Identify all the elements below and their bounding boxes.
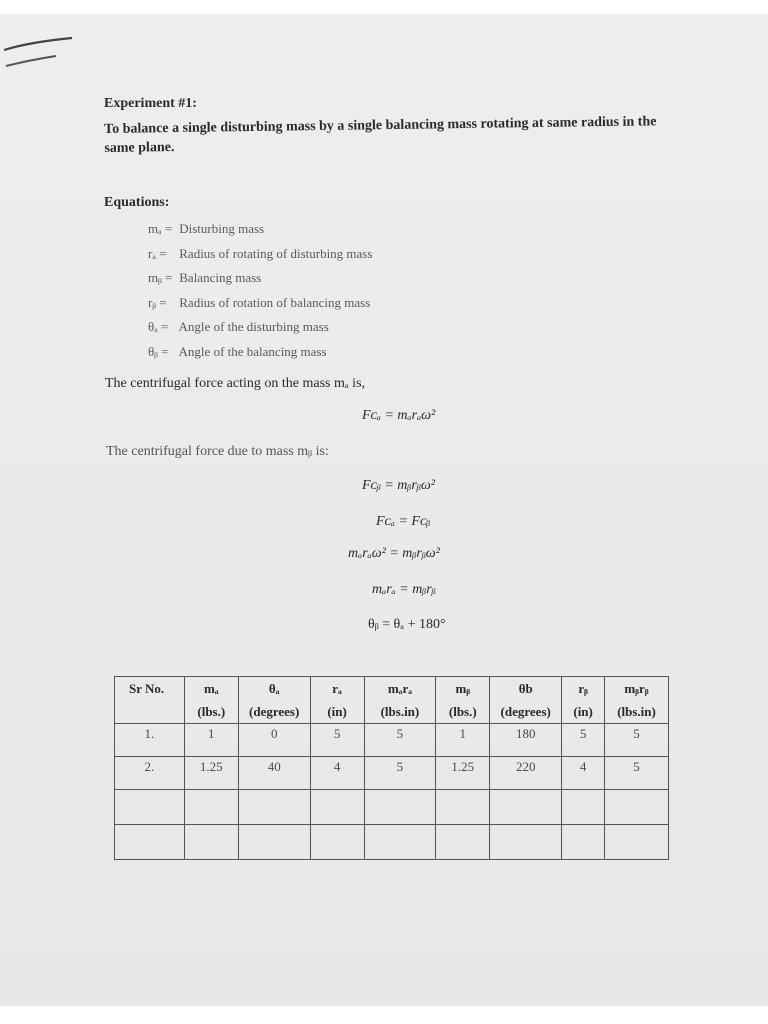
table-cell (364, 790, 436, 825)
table-row (115, 757, 669, 790)
unit-cell: (degrees) (238, 700, 310, 724)
definition-rd (148, 246, 372, 271)
table-cell: 4 (562, 757, 605, 790)
table-row (115, 724, 669, 757)
header-cell: mᵦrᵦ (605, 677, 669, 701)
table-header-row (115, 677, 669, 701)
table-cell (436, 790, 490, 825)
equation-moment: mₐrₐ = mᵦrᵦ (372, 582, 436, 597)
unit-cell (115, 700, 185, 724)
equation-fcd: Fᴄₐ = mₐrₐω² (362, 408, 436, 423)
header-cell: mᵦ (436, 677, 490, 701)
definition-symbol: θₐ = (148, 319, 169, 334)
definition-symbol: rₐ = (148, 245, 167, 261)
equation-fcb: Fᴄᵦ = mᵦrᵦω² (362, 478, 435, 493)
page-bottom-edge (0, 1006, 768, 1024)
equation-force-balance: Fᴄₐ = Fᴄᵦ (376, 514, 431, 529)
table-cell: 0 (238, 724, 310, 757)
table-row-empty (115, 825, 669, 860)
centrifugal-force-md-sentence: The centrifugal force acting on the mass mₐ is, (105, 376, 366, 391)
header-cell: mₐrₐ (364, 677, 436, 701)
experiment-title: Experiment #1: (104, 96, 197, 111)
header-cell: Sr No. (115, 677, 185, 701)
page-top-edge (0, 0, 768, 14)
definition-rb (148, 295, 372, 320)
definition-mb (148, 270, 372, 295)
pen-mark (0, 30, 80, 80)
table-cell (562, 825, 605, 860)
table-cell: 5 (605, 757, 669, 790)
table-row-empty (115, 790, 669, 825)
definition-text: Disturbing mass (179, 221, 265, 236)
definition-md (148, 221, 372, 246)
header-cell: mₐ (184, 677, 238, 701)
unit-cell: (lbs.in) (364, 700, 436, 724)
table-cell (490, 790, 562, 825)
definition-text: Radius of rotation of balancing mass (179, 294, 371, 310)
unit-cell: (lbs.) (184, 700, 238, 724)
table-cell (115, 825, 185, 860)
unit-cell: (in) (310, 700, 364, 724)
equation-moment-omega: mₐrₐω² = mᵦrᵦω² (348, 546, 440, 561)
experiment-aim: To balance a single disturbing mass by a single balancing mass rotating at same radius in the same plane. (104, 114, 657, 156)
table-units-row (115, 700, 669, 724)
table-cell (310, 790, 364, 825)
definition-text: Radius of rotating of disturbing mass (179, 245, 373, 261)
table-cell (562, 790, 605, 825)
table-cell: 220 (490, 757, 562, 790)
table-cell: 1 (436, 724, 490, 757)
definition-symbol: mₐ = (148, 221, 173, 236)
definition-symbol: rᵦ = (148, 294, 167, 310)
definition-text: Angle of the disturbing mass (178, 319, 329, 334)
table-cell: 180 (490, 724, 562, 757)
table-cell: 1 (184, 724, 238, 757)
unit-cell: (in) (562, 700, 605, 724)
table-cell: 5 (310, 724, 364, 757)
definition-theta-d (148, 319, 372, 344)
table-cell (238, 825, 310, 860)
table-cell: 5 (562, 724, 605, 757)
table-cell (436, 825, 490, 860)
table-cell: 4 (310, 757, 364, 790)
definition-text: Angle of the balancing mass (178, 343, 327, 359)
table-cell (310, 825, 364, 860)
definition-theta-b (148, 344, 372, 369)
table-cell (605, 825, 669, 860)
header-cell: θb (490, 677, 562, 701)
equation-angle: θᵦ = θₐ + 180° (368, 617, 446, 632)
table-cell (364, 825, 436, 860)
table-cell: 40 (238, 757, 310, 790)
header-cell: rₐ (310, 677, 364, 701)
definition-symbol: mᵦ = (148, 270, 173, 285)
table-cell (184, 825, 238, 860)
table-cell (605, 790, 669, 825)
results-table (114, 676, 669, 860)
table-cell: 5 (364, 757, 436, 790)
table-cell: 5 (364, 724, 436, 757)
table-cell: 5 (605, 724, 669, 757)
table-cell: 1. (115, 724, 185, 757)
table-cell: 1.25 (184, 757, 238, 790)
table-cell (115, 790, 185, 825)
unit-cell: (lbs.in) (605, 700, 669, 724)
centrifugal-force-mb-sentence: The centrifugal force due to mass mᵦ is: (106, 444, 329, 459)
table-cell: 2. (115, 757, 185, 790)
header-cell: rᵦ (562, 677, 605, 701)
table-cell: 1.25 (436, 757, 490, 790)
table-cell (490, 825, 562, 860)
table-cell (184, 790, 238, 825)
definition-symbol: θᵦ = (148, 343, 169, 359)
equations-heading: Equations: (104, 195, 170, 210)
unit-cell: (lbs.) (436, 700, 490, 724)
table-cell (238, 790, 310, 825)
unit-cell: (degrees) (490, 700, 562, 724)
header-cell: θₐ (238, 677, 310, 701)
definitions-list (148, 221, 372, 368)
definition-text: Balancing mass (179, 270, 262, 285)
